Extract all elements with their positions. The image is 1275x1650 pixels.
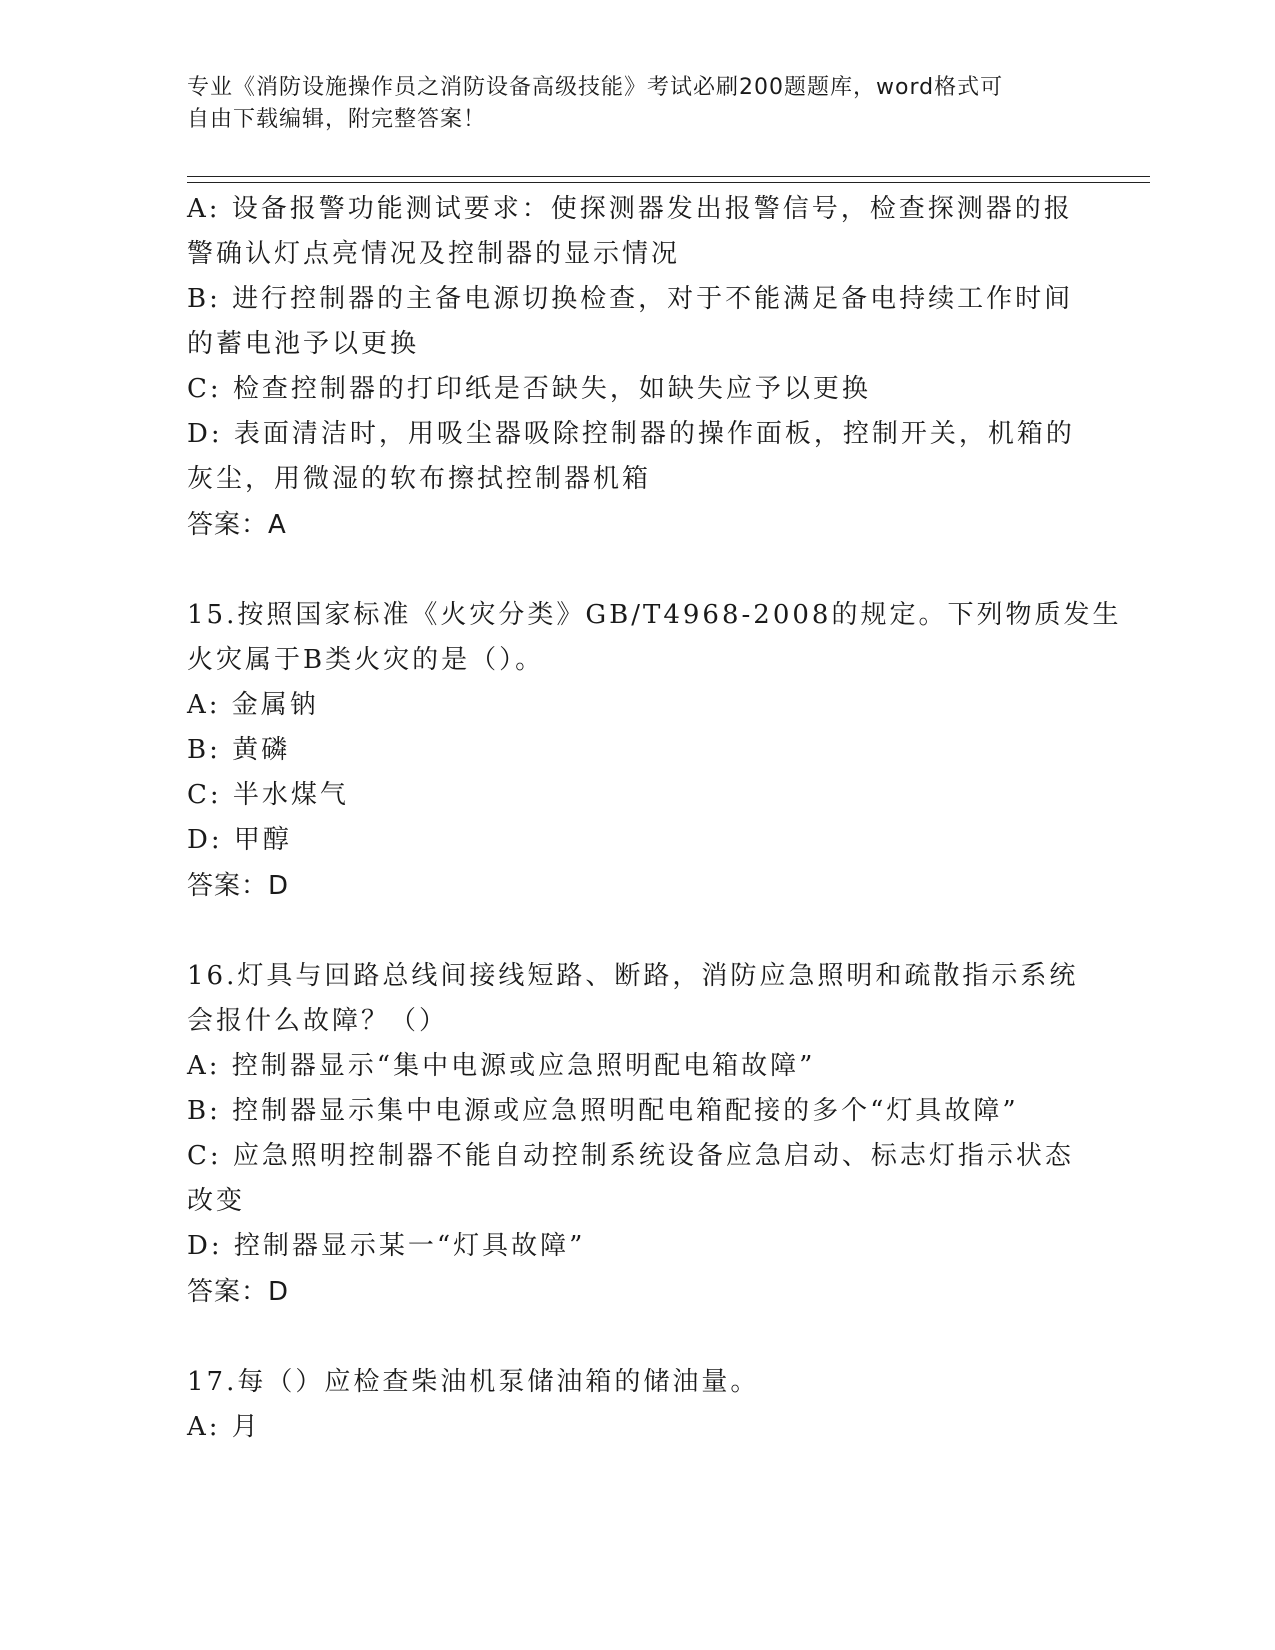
option-a: A: 月 <box>187 1412 261 1442</box>
question-stem-line-1: 16.灯具与回路总线间接线短路、断路，消防应急照明和疏散指示系统 <box>187 961 1079 991</box>
answer-line: 答案：D <box>187 1277 290 1307</box>
option-a-line-2: 警确认灯点亮情况及控制器的显示情况 <box>187 239 681 269</box>
question-block-16 <box>187 954 1079 1315</box>
question-stem-line-2: 会报什么故障？（） <box>187 1006 449 1036</box>
option-c-line-1: C: 应急照明控制器不能自动控制系统设备应急启动、标志灯指示状态 <box>187 1141 1074 1171</box>
question-stem-line-1: 15.按照国家标准《火灾分类》GB/T4968-2008的规定。下列物质发生 <box>187 600 1122 630</box>
header-line-1: 专业《消防设施操作员之消防设备高级技能》考试必刷200题题库，word格式可 <box>187 75 1004 100</box>
answer-line: 答案：A <box>187 510 287 540</box>
option-c-line-1: C: 检查控制器的打印纸是否缺失，如缺失应予以更换 <box>187 374 871 404</box>
question-list <box>187 187 1122 1450</box>
spacer <box>187 1315 1067 1360</box>
option-d: D: 甲醇 <box>187 825 292 855</box>
header-line-2: 自由下载编辑，附完整答案！ <box>187 107 487 132</box>
answer-line: 答案：D <box>187 871 290 901</box>
option-b-line-2: 的蓄电池予以更换 <box>187 329 420 359</box>
option-b-line-1: B: 进行控制器的主备电源切换检查，对于不能满足备电持续工作时间 <box>187 284 1074 314</box>
question-stem-line-2: 火灾属于B类火灾的是（）。 <box>187 645 545 675</box>
option-b: B: 控制器显示集中电源或应急照明配电箱配接的多个“灯具故障” <box>187 1096 1019 1126</box>
option-c-line-2: 改变 <box>187 1186 246 1216</box>
option-d: D: 控制器显示某一“灯具故障” <box>187 1231 586 1261</box>
option-b: B: 黄磷 <box>187 735 291 765</box>
spacer <box>187 548 1067 593</box>
option-d-line-2: 灰尘，用微湿的软布擦拭控制器机箱 <box>187 464 652 494</box>
option-d-line-1: D: 表面清洁时，用吸尘器吸除控制器的操作面板，控制开关，机箱的 <box>187 419 1075 449</box>
question-block-15 <box>187 593 1122 909</box>
question-block-17 <box>187 1360 1067 1450</box>
spacer <box>187 909 1067 954</box>
option-a: A: 金属钠 <box>187 690 319 720</box>
header-divider-bottom <box>187 182 1150 183</box>
option-c: C: 半水煤气 <box>187 780 349 810</box>
document-header <box>187 72 1067 136</box>
option-a: A: 控制器显示“集中电源或应急照明配电箱故障” <box>187 1051 816 1081</box>
question-stem-line-1: 17.每（）应检查柴油机泵储油箱的储油量。 <box>187 1367 760 1397</box>
question-block-prev <box>187 187 1075 548</box>
option-a-line-1: A: 设备报警功能测试要求：使探测器发出报警信号，检查探测器的报 <box>187 194 1073 224</box>
header-divider-top <box>187 176 1150 177</box>
